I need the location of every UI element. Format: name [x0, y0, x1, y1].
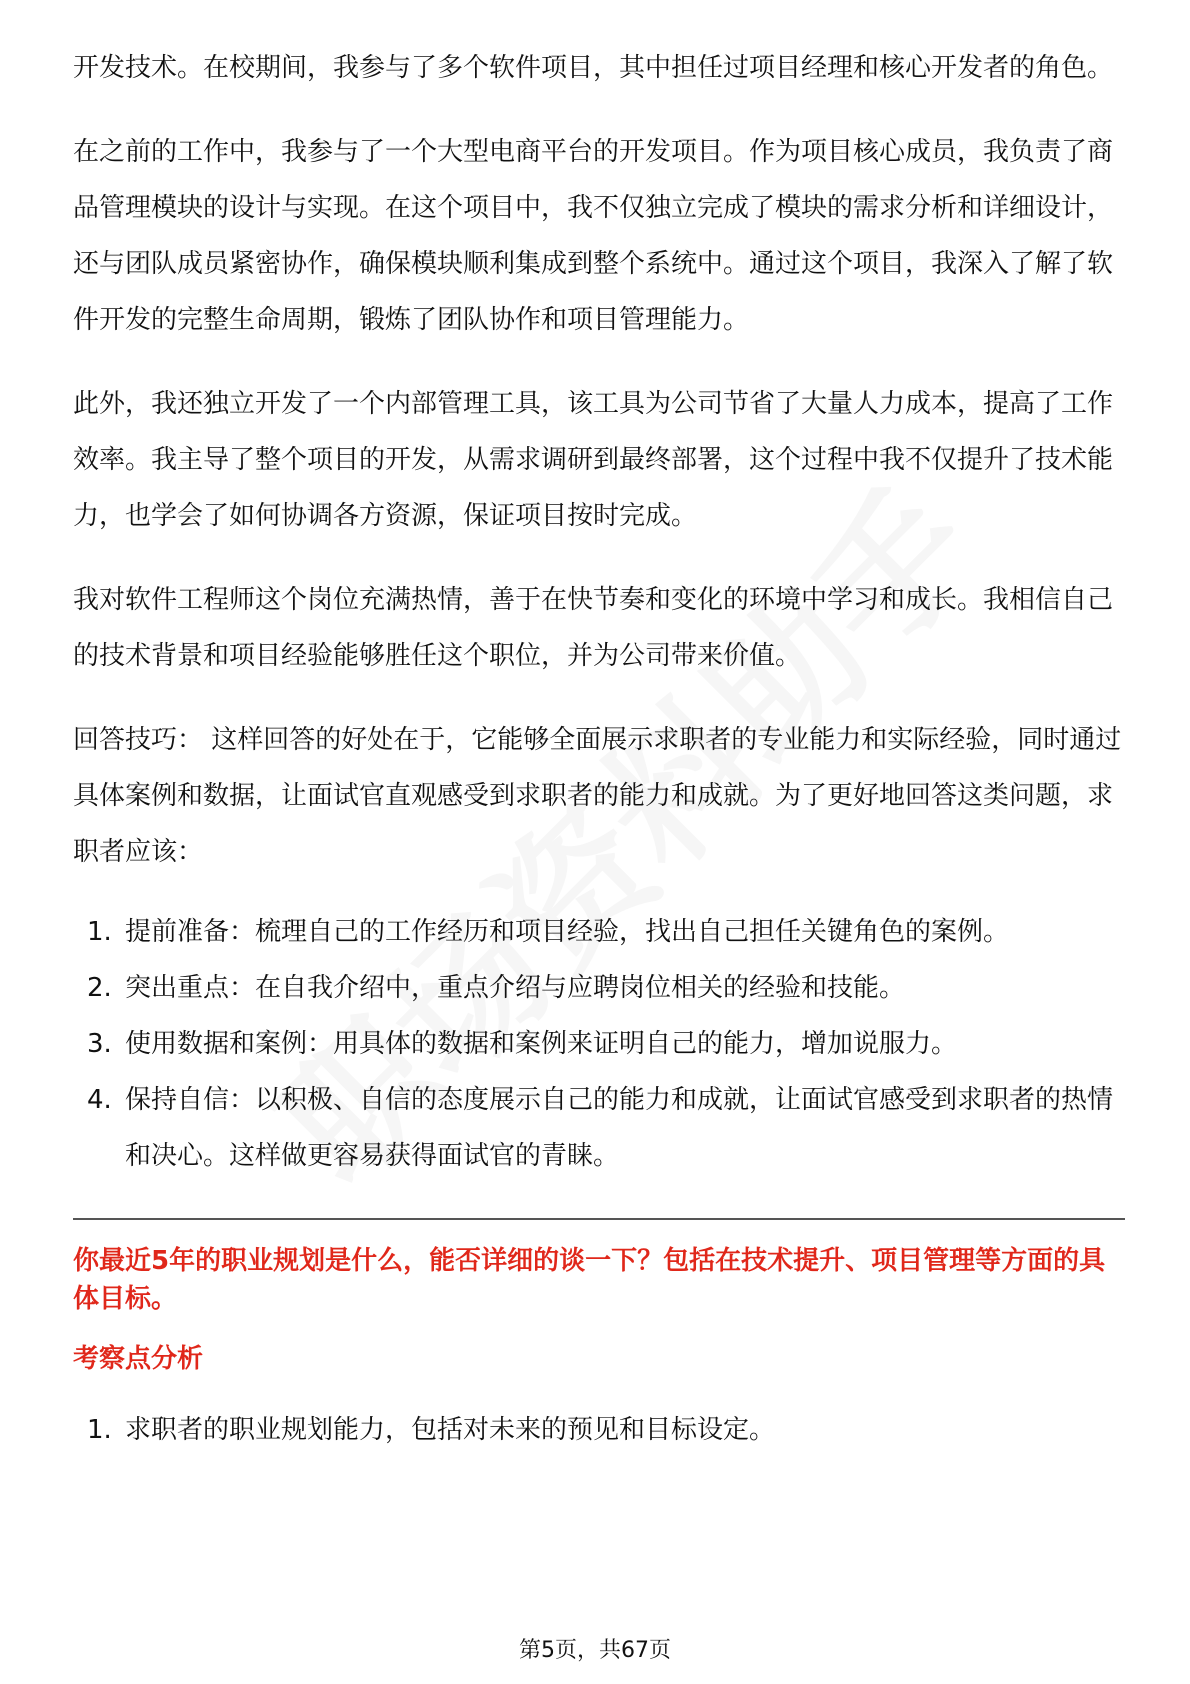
list-number: 4. [87, 1085, 112, 1115]
list-item-text: 突出重点：在自我介绍中，重点介绍与应聘岗位相关的经验和技能。 [125, 973, 906, 1003]
analysis-heading: 考察点分析 [73, 1344, 204, 1374]
list-item-text: 提前准备：梳理自己的工作经历和项目经验，找出自己担任关键角色的案例。 [125, 917, 1010, 947]
list-item-text: 保持自信：以积极、自信的态度展示自己的能力和成就，让面试官感受到求职者的热情和决心。这样做更容易获得面试官的青睐。 [125, 1085, 1114, 1171]
list-item-text: 求职者的职业规划能力，包括对未来的预见和目标设定。 [125, 1415, 776, 1445]
paragraph-ecommerce-project: 在之前的工作中，我参与了一个大型电商平台的开发项目。作为项目核心成员，我负责了商品管理模块的设计与实现。在这个项目中，我不仅独立完成了模块的需求分析和详细设计，还与团队成员紧密协作，确保模块顺利集成到整个系统中。通过这个项目，我深入了解了软件开发的完整生命周期，锻炼了团队协作和项目管理能力。 [73, 137, 1114, 335]
page-footer: 第5页，共67页 [519, 1638, 671, 1663]
list-item [73, 1402, 1125, 1458]
list-number: 1. [87, 1415, 112, 1445]
paragraph-passion: 我对软件工程师这个岗位充满热情，善于在快节奏和变化的环境中学习和成长。我相信自己的技术背景和项目经验能够胜任这个职位，并为公司带来价值。 [73, 585, 1114, 671]
analysis-list [73, 1402, 1125, 1458]
paragraph-intro-continued: 开发技术。在校期间，我参与了多个软件项目，其中担任过项目经理和核心开发者的角色。 [73, 53, 1114, 83]
list-item-text: 使用数据和案例：用具体的数据和案例来证明自己的能力，增加说服力。 [125, 1029, 958, 1059]
list-number: 2. [87, 973, 112, 1003]
question-heading: 你最近5年的职业规划是什么，能否详细的谈一下？包括在技术提升、项目管理等方面的具体目标。 [73, 1246, 1106, 1314]
list-item [73, 1072, 1125, 1184]
tips-list [73, 904, 1125, 1184]
list-number: 3. [87, 1029, 112, 1059]
section-divider [73, 1218, 1125, 1220]
list-number: 1. [87, 917, 112, 947]
list-item [73, 904, 1125, 960]
document-body [73, 40, 1125, 1458]
paragraph-answer-tips: 回答技巧： 这样回答的好处在于，它能够全面展示求职者的专业能力和实际经验，同时通过具体案例和数据，让面试官直观感受到求职者的能力和成就。为了更好地回答这类问题，求职者应该： [73, 725, 1122, 867]
list-item [73, 960, 1125, 1016]
paragraph-internal-tool: 此外，我还独立开发了一个内部管理工具，该工具为公司节省了大量人力成本，提高了工作效率。我主导了整个项目的开发，从需求调研到最终部署，这个过程中我不仅提升了技术能力，也学会了如何协调各方资源，保证项目按时完成。 [73, 389, 1114, 531]
list-item [73, 1016, 1125, 1072]
